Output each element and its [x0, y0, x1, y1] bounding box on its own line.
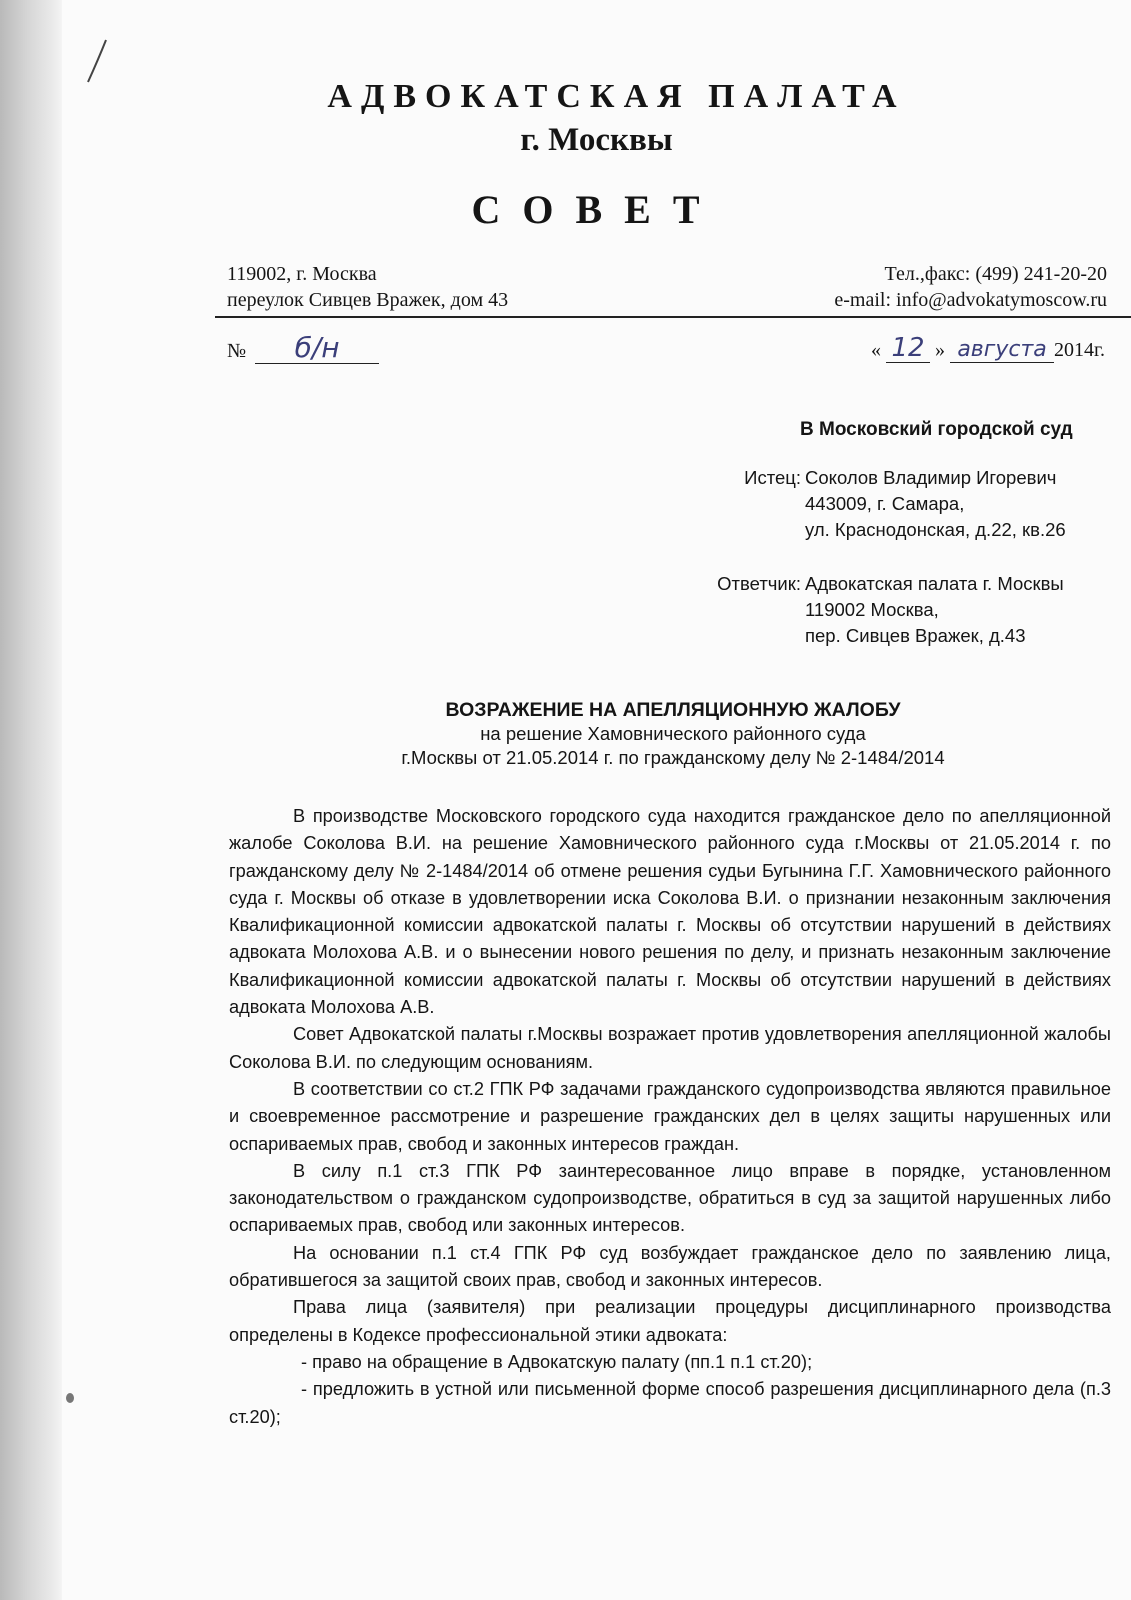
number-label: №	[227, 340, 247, 362]
title-line-3: г.Москвы от 21.05.2014 г. по гражданскому делу № 2-1484/2014	[401, 747, 945, 768]
recipient-court: В Московский городской суд	[800, 419, 1073, 440]
phone-fax: Тел.,факс: (499) 241-20-20	[884, 263, 1107, 285]
plaintiff-name: Соколов Владимир Игоревич	[805, 467, 1057, 488]
body-paragraph-4: В силу п.1 ст.3 ГПК РФ заинтересованное лицо вправе в порядке, установленном законодательством о гражданском судопроизводстве, обратиться в суд за защитой нарушенных либо оспариваемых прав, свобод или законных интересов.	[229, 1160, 1111, 1236]
plaintiff-street: ул. Краснодонская, д.22, кв.26	[805, 519, 1066, 540]
scan-left-edge	[0, 0, 62, 1600]
email-address: e-mail: info@advokatymoscow.ru	[834, 289, 1107, 311]
body-paragraph-6: Права лица (заявителя) при реализации процедуры дисциплинарного производства определены в Кодексе профессиональной этики адвоката:	[229, 1297, 1111, 1345]
scan-hole-mark	[66, 1393, 74, 1403]
postal-address	[227, 261, 508, 313]
date-month-field	[950, 339, 1054, 363]
title-main: ВОЗРАЖЕНИЕ НА АПЕЛЛЯЦИОННУЮ ЖАЛОБУ	[445, 699, 901, 721]
defendant-name: Адвокатская палата г. Москвы	[805, 573, 1064, 594]
number-handwritten: б/н	[294, 331, 340, 364]
body-list-item-2: - предложить в устной или письменной форме способ разрешения дисциплинарного дела (п.3 ст.20);	[229, 1379, 1111, 1427]
street-address: переулок Сивцев Вражек, дом 43	[227, 289, 509, 311]
document-date	[871, 333, 1105, 363]
contact-info	[834, 261, 1107, 313]
body-paragraph-2: Совет Адвокатской палаты г.Москвы возражает против удовлетворения апелляционной жалобы Соколова В.И. по следующим основаниям.	[229, 1024, 1111, 1072]
body-paragraph-3: В соответствии со ст.2 ГПК РФ задачами гражданского судопроизводства являются правильное и своевременное рассмотрение и разрешение гражданских дел в целях защиты нарушенных или оспариваемых прав, свобод и законных интересов граждан.	[229, 1078, 1111, 1154]
org-city-heading: г. Москвы	[520, 122, 673, 158]
body-paragraph-1: В производстве Московского городского суда находится гражданское дело по апелляционной жалобе Соколова В.И. на решение Хамовнического районного суда г.Москвы от 21.05.2014 г. по гражданскому делу № 2-1484/2014 об отмене решения судьи Бугынина Г.Г. Хамовнического районного суда г. Москвы об отказе в удовлетворении иска Соколова В.И. о признании незаконным заключения Квалификационной комиссии адвокатской палаты г. Москвы об отсутствии нарушений в действиях адвоката Молохова А.В. и о вынесении нового решения по делу, и признать незаконным заключение Квалификационной комиссии адвокатской палаты г. Москвы об отсутствии нарушений в действиях адвоката Молохова А.В.	[229, 806, 1111, 1018]
date-day-handwritten: 12	[891, 333, 925, 363]
title-line-2: на решение Хамовнического районного суда	[480, 723, 866, 744]
postal-code-city: 119002, г. Москва	[227, 263, 377, 285]
defendant-street: пер. Сивцев Вражек, д.43	[805, 625, 1026, 646]
body-paragraph-5: На основании п.1 ст.4 ГПК РФ суд возбуждает гражданское дело по заявлению лица, обратившегося за защитой своих прав, свобод и законных интересов.	[229, 1242, 1111, 1291]
document-title	[215, 698, 1131, 770]
number-field	[255, 331, 379, 364]
date-month-handwritten: августа	[957, 337, 1047, 362]
date-day-field	[886, 333, 930, 363]
plaintiff-block	[731, 465, 1066, 543]
org-name-heading: АДВОКАТСКАЯ ПАЛАТА	[327, 78, 906, 115]
plaintiff-city: 443009, г. Самара,	[805, 493, 965, 514]
date-open-quote: «	[871, 339, 882, 361]
header-divider	[215, 316, 1131, 318]
document-body	[229, 803, 1111, 1431]
defendant-block	[704, 571, 1064, 649]
date-year: 2014г.	[1054, 339, 1105, 361]
plaintiff-label: Истец:	[744, 467, 801, 488]
date-close-quote: »	[935, 339, 946, 361]
defendant-label: Ответчик:	[717, 573, 801, 594]
document-number	[227, 331, 379, 364]
defendant-city: 119002 Москва,	[805, 599, 939, 620]
council-heading: СОВЕТ	[471, 187, 722, 232]
body-list-item-1: - право на обращение в Адвокатскую палату (пп.1 п.1 ст.20);	[301, 1351, 813, 1372]
